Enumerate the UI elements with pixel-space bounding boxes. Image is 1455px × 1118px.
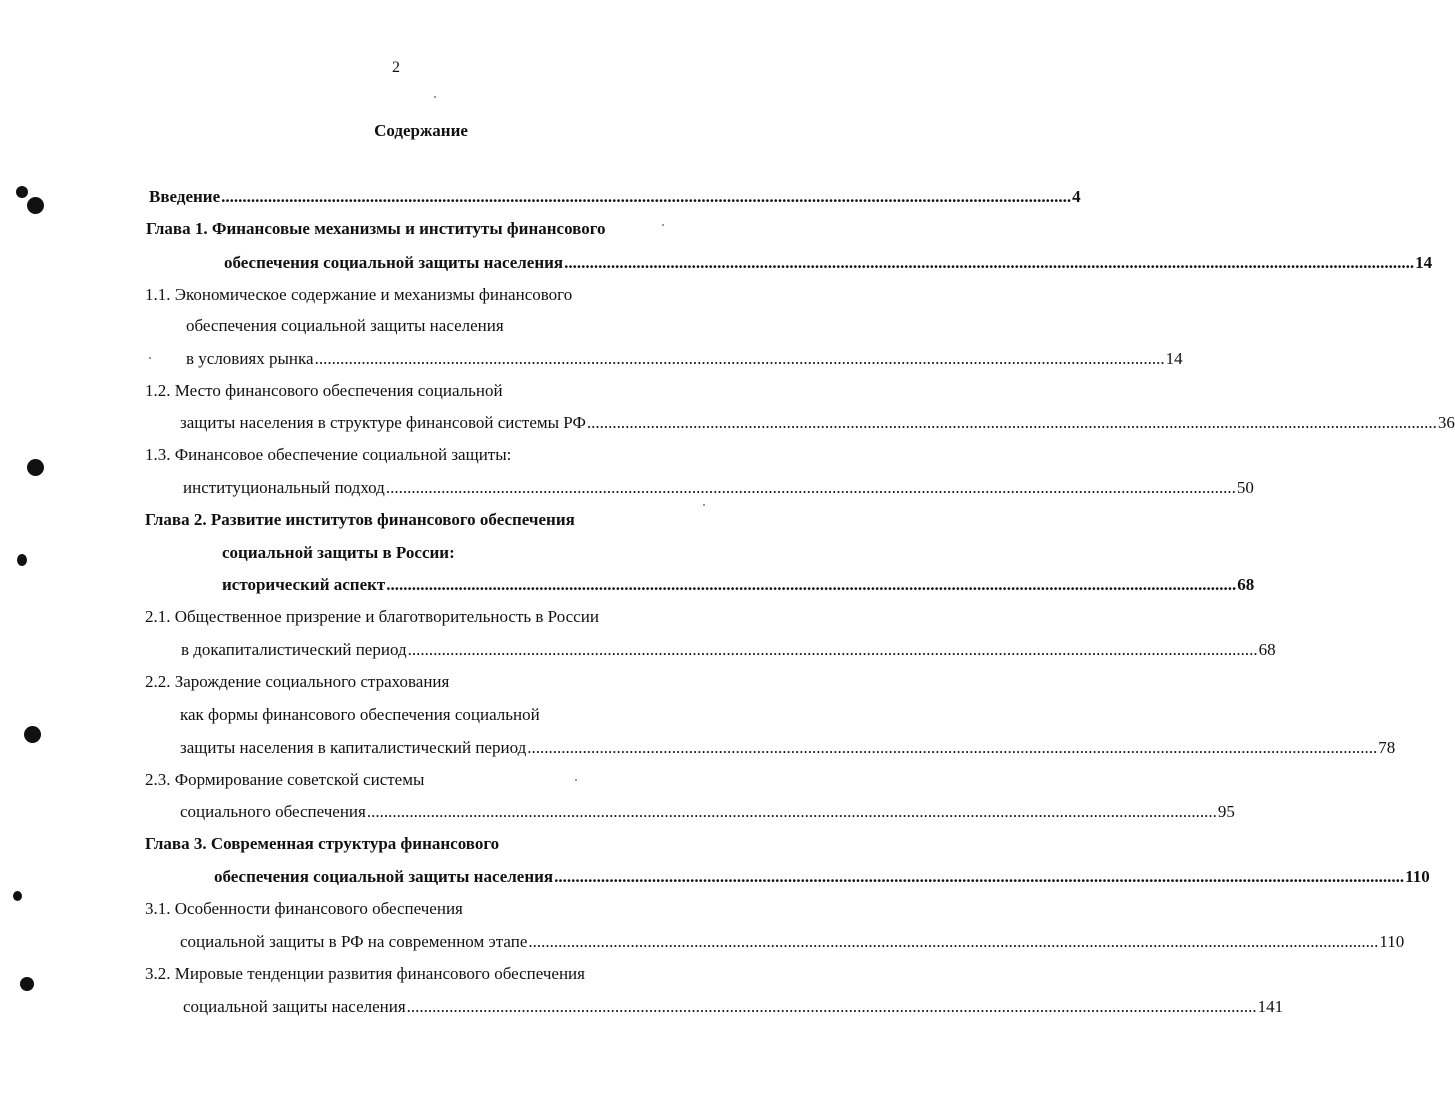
toc-page-number: 14 bbox=[1415, 253, 1433, 272]
punch-hole bbox=[17, 554, 27, 566]
toc-entry bbox=[222, 574, 1255, 596]
scan-speck bbox=[434, 96, 436, 98]
toc-page-number: 78 bbox=[1378, 738, 1396, 757]
toc-heading-line: 2.3. Формирование советской системы bbox=[145, 770, 425, 789]
dot-leader: ........................................................................................................................................................................................................ bbox=[385, 478, 1236, 497]
toc-entry bbox=[180, 412, 1455, 434]
toc-heading-line: 1.3. Финансовое обеспечение социальной защиты: bbox=[145, 445, 512, 464]
toc-entry-text: Введение bbox=[149, 187, 221, 206]
toc-page-number: 68 bbox=[1237, 575, 1255, 594]
toc-entry-text: обеспечения социальной защиты населения bbox=[224, 253, 564, 272]
toc-entry bbox=[149, 186, 1081, 208]
scan-speck bbox=[662, 224, 664, 226]
toc-entry-text: защиты населения в структуре финансовой системы РФ bbox=[180, 413, 586, 432]
dot-leader: ........................................................................................................................................................................................................ bbox=[386, 575, 1237, 594]
toc-entry bbox=[183, 477, 1254, 499]
toc-page-number: 110 bbox=[1405, 867, 1430, 886]
dot-leader: ........................................................................................................................................................................................................ bbox=[221, 187, 1072, 206]
toc-heading-line: 3.2. Мировые тенденции развития финансового обеспечения bbox=[145, 964, 585, 983]
toc-heading-line: Глава 1. Финансовые механизмы и институты финансового bbox=[146, 219, 606, 238]
toc-heading-line: 1.1. Экономическое содержание и механизмы финансового bbox=[145, 285, 573, 304]
punch-hole bbox=[20, 977, 34, 991]
toc-entry-text: в условиях рынка bbox=[186, 349, 314, 368]
dot-leader: ........................................................................................................................................................................................................ bbox=[406, 997, 1257, 1016]
toc-entry bbox=[186, 348, 1183, 370]
toc-page-number: 36 bbox=[1437, 413, 1455, 432]
toc-heading-line: 3.1. Особенности финансового обеспечения bbox=[145, 899, 463, 918]
toc-title: Содержание bbox=[374, 121, 468, 140]
scan-speck bbox=[575, 779, 577, 781]
toc-page-number: 141 bbox=[1257, 997, 1284, 1016]
toc-entry bbox=[180, 801, 1235, 823]
toc-entry-text: институциональный подход bbox=[183, 478, 385, 497]
toc-entry-text: обеспечения социальной защиты населения bbox=[214, 867, 554, 886]
toc-heading-line: 2.1. Общественное призрение и благотворительность в России bbox=[145, 607, 599, 626]
dot-leader: ........................................................................................................................................................................................................ bbox=[564, 253, 1415, 272]
toc-page-number: 50 bbox=[1236, 478, 1254, 497]
toc-heading-line: обеспечения социальной защиты населения bbox=[186, 316, 504, 335]
punch-hole bbox=[16, 186, 28, 198]
toc-entry bbox=[181, 639, 1276, 661]
toc-entry-text: социального обеспечения bbox=[180, 802, 366, 821]
toc-page-number: 110 bbox=[1379, 932, 1405, 951]
toc-entry bbox=[180, 737, 1396, 759]
toc-page-number: 14 bbox=[1165, 349, 1183, 368]
toc-page-number: 68 bbox=[1258, 640, 1276, 659]
toc-entry-text: социальной защиты населения bbox=[183, 997, 406, 1016]
toc-heading-line: 1.2. Место финансового обеспечения социальной bbox=[145, 381, 503, 400]
page-number: 2 bbox=[392, 59, 400, 76]
toc-heading-line: 2.2. Зарождение социального страхования bbox=[145, 672, 450, 691]
toc-entry-text: защиты населения в капиталистический период bbox=[180, 738, 527, 757]
toc-page-number: 95 bbox=[1217, 802, 1235, 821]
dot-leader: ........................................................................................................................................................................................................ bbox=[314, 349, 1165, 368]
punch-hole bbox=[13, 891, 22, 901]
dot-leader: ........................................................................................................................................................................................................ bbox=[528, 932, 1379, 951]
dot-leader: ........................................................................................................................................................................................................ bbox=[586, 413, 1437, 432]
toc-entry bbox=[214, 866, 1430, 888]
toc-entry-text: социальной защиты в РФ на современном этапе bbox=[180, 932, 528, 951]
toc-entry-text: в докапиталистический период bbox=[181, 640, 407, 659]
toc-heading-line: социальной защиты в России: bbox=[222, 543, 455, 562]
punch-hole bbox=[27, 459, 44, 476]
punch-hole bbox=[24, 726, 41, 743]
punch-hole bbox=[27, 197, 44, 214]
dot-leader: ........................................................................................................................................................................................................ bbox=[554, 867, 1405, 886]
toc-entry-text: исторический аспект bbox=[222, 575, 386, 594]
toc-entry bbox=[183, 996, 1284, 1018]
dot-leader: ........................................................................................................................................................................................................ bbox=[527, 738, 1378, 757]
toc-page-number: 4 bbox=[1072, 187, 1081, 206]
scan-speck bbox=[149, 357, 151, 359]
toc-heading-line: как формы финансового обеспечения социальной bbox=[180, 705, 540, 724]
dot-leader: ........................................................................................................................................................................................................ bbox=[366, 802, 1217, 821]
toc-entry bbox=[180, 931, 1405, 953]
dot-leader: ........................................................................................................................................................................................................ bbox=[407, 640, 1258, 659]
toc-entry bbox=[224, 252, 1433, 274]
toc-heading-line: Глава 2. Развитие институтов финансового обеспечения bbox=[145, 510, 575, 529]
toc-heading-line: Глава 3. Современная структура финансового bbox=[145, 834, 500, 853]
scan-speck bbox=[703, 504, 705, 506]
